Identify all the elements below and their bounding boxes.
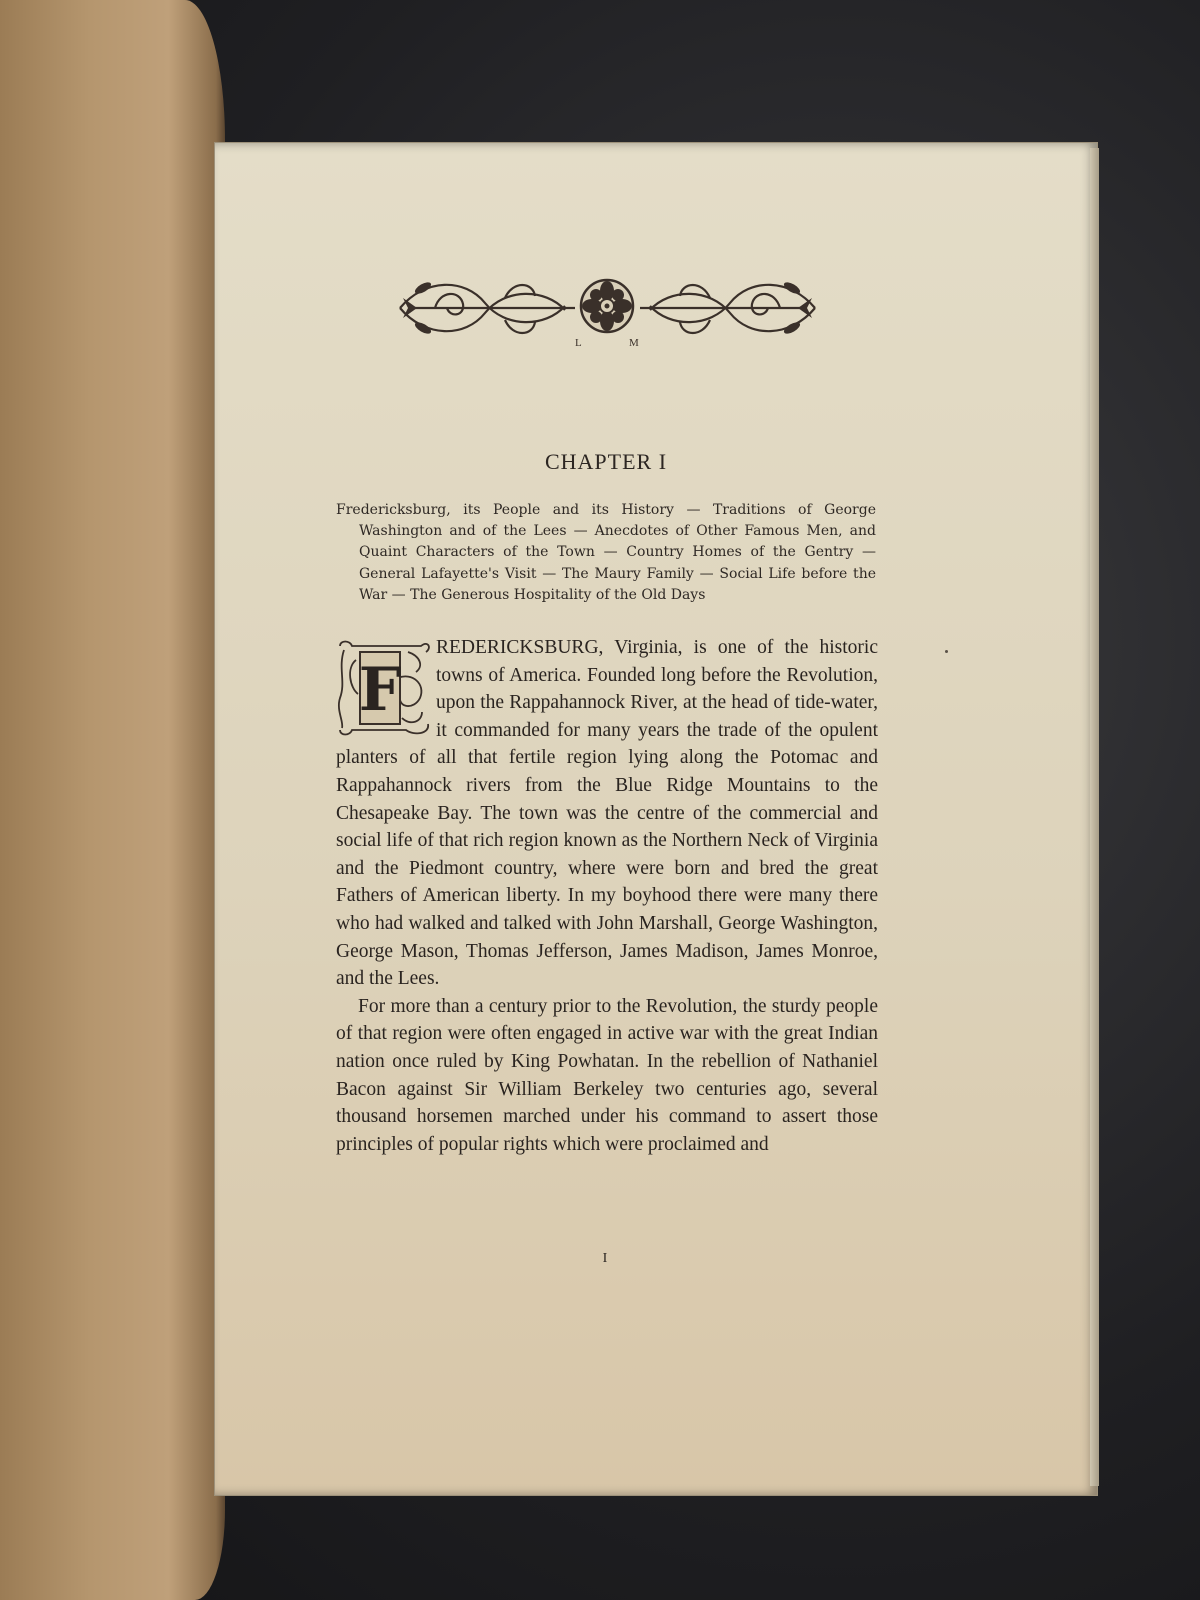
headpiece-ornament (395, 268, 820, 350)
chapter-title: CHAPTER I (544, 449, 668, 474)
initial-letter: F (358, 655, 402, 725)
page-number: I (602, 1251, 608, 1266)
page-fore-edge (1090, 148, 1099, 1486)
chapter-synopsis: Fredericksburg, its People and its History — Traditions of George Washington and of the Lees — Anecdotes of Other Famous Men, and Quaint Characters of the Town — Country Homes of the Gentry — General Lafayette's Visit — The Maury Family — Social Life before the War — The Generous Hospitality of the Old Days (336, 502, 876, 603)
paragraph-2: For more than a century prior to the Revolution, the sturdy people of that region were often engaged in active war with the great Indian nation once ruled by King Powhatan. In the rebellion of Nathaniel Bacon against Sir William Berkeley two centuries ago, several thousand horsemen marched under his command to assert those principles of popular rights which were proclaimed and (336, 995, 878, 1155)
paper-speck (945, 650, 948, 653)
paragraph-1: REDERICKSBURG, Virginia, is one of the historic towns of America. Founded long before the Revolution, upon the Rappahannock River, at the head of tide-water, it commanded for many years the trade of the opulent planters of all that fertile region lying along the Potomac and Rappahannock rivers from the Blue Ridge Mountains to the Chesapeake Bay. The town was the centre of the commercial and social life of that rich region known as the Northern Neck of Virginia and the Piedmont country, where were born and bred the great Fathers of American liberty. In my boyhood there were many there who had walked and talked with John Marshall, George Washington, George Mason, Thomas Jefferson, James Madison, James Monroe, and the Lees. (336, 637, 878, 990)
ornament-monogram-right: M (629, 337, 639, 349)
ornament-monogram-left: L (575, 337, 582, 349)
body-text (336, 634, 878, 1158)
left-page-edge (0, 0, 225, 1600)
